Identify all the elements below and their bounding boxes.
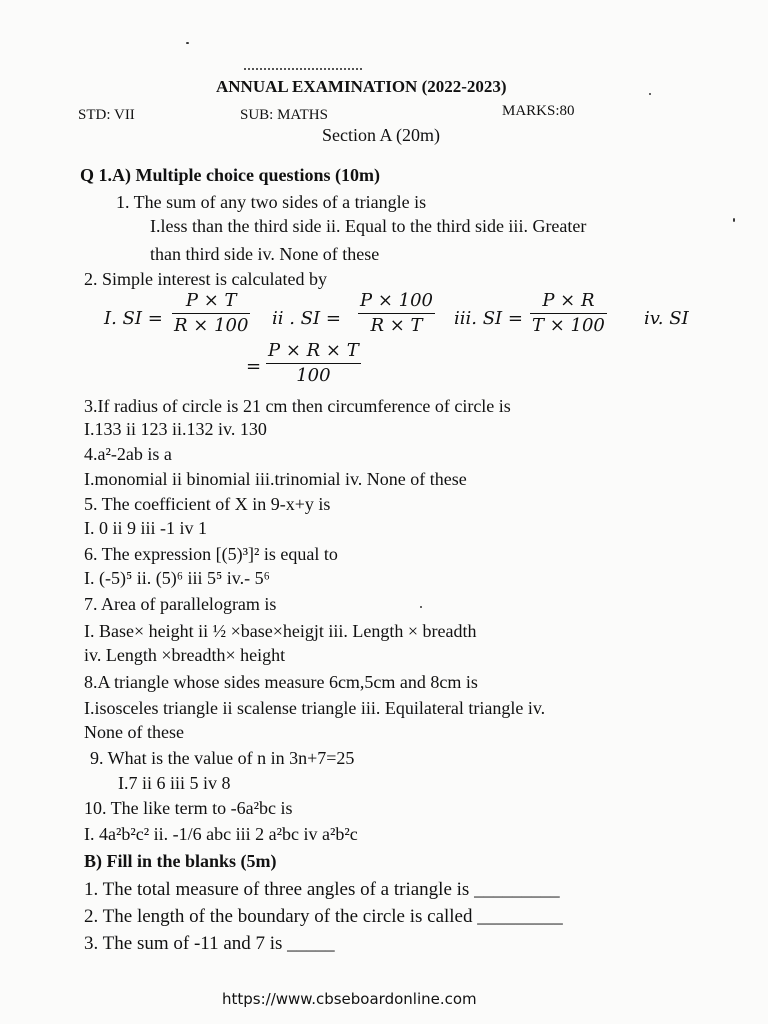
fraction-bar [358, 313, 435, 314]
q1-options-line1: I.less than the third side ii. Equal to the third side iii. Greater [150, 216, 587, 236]
q8-options-line2: None of these [84, 722, 184, 742]
q2-opt2-label: ii . SI = [272, 308, 341, 329]
q1a-heading: Q 1.A) Multiple choice questions (10m) [80, 165, 380, 185]
q7-options-line2: iv. Length ×breadth× height [84, 645, 286, 665]
q2-opt2-fraction [358, 290, 435, 337]
exam-title: ANNUAL EXAMINATION (2022-2023) [216, 77, 507, 96]
q2-opt2-numerator: P × 100 [360, 290, 433, 311]
q10-stem: 10. The like term to -6a²bc is [84, 798, 293, 818]
section-title: Section A (20m) [322, 125, 440, 145]
scan-speck [186, 42, 189, 44]
q5-stem: 5. The coefficient of X in 9-x+y is [84, 494, 331, 514]
fill-blank-1: 1. The total measure of three angles of a triangle is _________ [84, 879, 560, 900]
q4-stem: 4.a²-2ab is a [84, 444, 172, 464]
q2-opt3-label: iii. SI = [454, 308, 523, 329]
q2-stem: 2. Simple interest is calculated by [84, 269, 327, 289]
q4-options: I.monomial ii binomial iii.trinomial iv. None of these [84, 469, 467, 489]
q1-options-line2: than third side iv. None of these [150, 244, 380, 264]
q9-options: I.7 ii 6 iii 5 iv 8 [118, 773, 231, 793]
q3-options: I.133 ii 123 ii.132 iv. 130 [84, 419, 267, 439]
marks-label: MARKS:80 [502, 103, 575, 119]
q10-options: I. 4a²b²c² ii. -1/6 abc iii 2 a²bc iv a²b²c [84, 824, 358, 844]
q2-opt2-denominator: R × T [370, 315, 423, 336]
q1b-heading: B) Fill in the blanks (5m) [84, 851, 277, 871]
q8-options-line1: I.isosceles triangle ii scalense triangle iii. Equilateral triangle iv. [84, 698, 546, 718]
q7-stem: 7. Area of parallelogram is [84, 594, 277, 614]
fill-blank-3: 3. The sum of -11 and 7 is _____ [84, 933, 335, 954]
footer-url[interactable]: https://www.cbseboardonline.com [222, 990, 477, 1008]
q2-opt1-numerator: P × T [185, 290, 237, 311]
scan-speck [420, 606, 422, 608]
q7-options-line1: I. Base× height ii ½ ×base×heigjt iii. Length × breadth [84, 621, 477, 641]
q2-opt4-equals: = [246, 356, 262, 377]
q3-stem: 3.If radius of circle is 21 cm then circumference of circle is [84, 396, 511, 416]
scan-speck [649, 93, 651, 95]
std-label: STD: VII [78, 107, 135, 123]
fill-blank-2: 2. The length of the boundary of the circle is called _________ [84, 906, 563, 927]
q6-options: I. (-5)⁵ ii. (5)⁶ iii 5⁵ iv.- 5⁶ [84, 568, 270, 588]
q2-opt3-numerator: P × R [542, 290, 595, 311]
subject-label: SUB: MATHS [240, 107, 328, 123]
q9-stem: 9. What is the value of n in 3n+7=25 [90, 748, 355, 768]
q2-opt1-label: I. SI = [104, 308, 163, 329]
q5-options: I. 0 ii 9 iii -1 iv 1 [84, 518, 207, 538]
scan-speck [733, 218, 735, 222]
q2-opt4-denominator: 100 [296, 365, 331, 386]
fraction-bar [530, 313, 607, 314]
q2-opt1-denominator: R × 100 [174, 315, 249, 336]
q2-opt4-label: iv. SI [644, 308, 689, 329]
q2-opt3-denominator: T × 100 [532, 315, 605, 336]
q1-stem: 1. The sum of any two sides of a triangle is [116, 192, 427, 212]
fraction-bar [266, 363, 361, 364]
q2-opt4-fraction [266, 340, 361, 387]
scan-dash-artifact [244, 68, 362, 70]
q6-stem: 6. The expression [(5)³]² is equal to [84, 544, 338, 564]
q2-opt1-fraction [172, 290, 250, 337]
q2-opt3-fraction [530, 290, 607, 337]
fraction-bar [172, 313, 250, 314]
q2-opt4-numerator: P × R × T [268, 340, 359, 361]
q8-stem: 8.A triangle whose sides measure 6cm,5cm and 8cm is [84, 672, 478, 692]
